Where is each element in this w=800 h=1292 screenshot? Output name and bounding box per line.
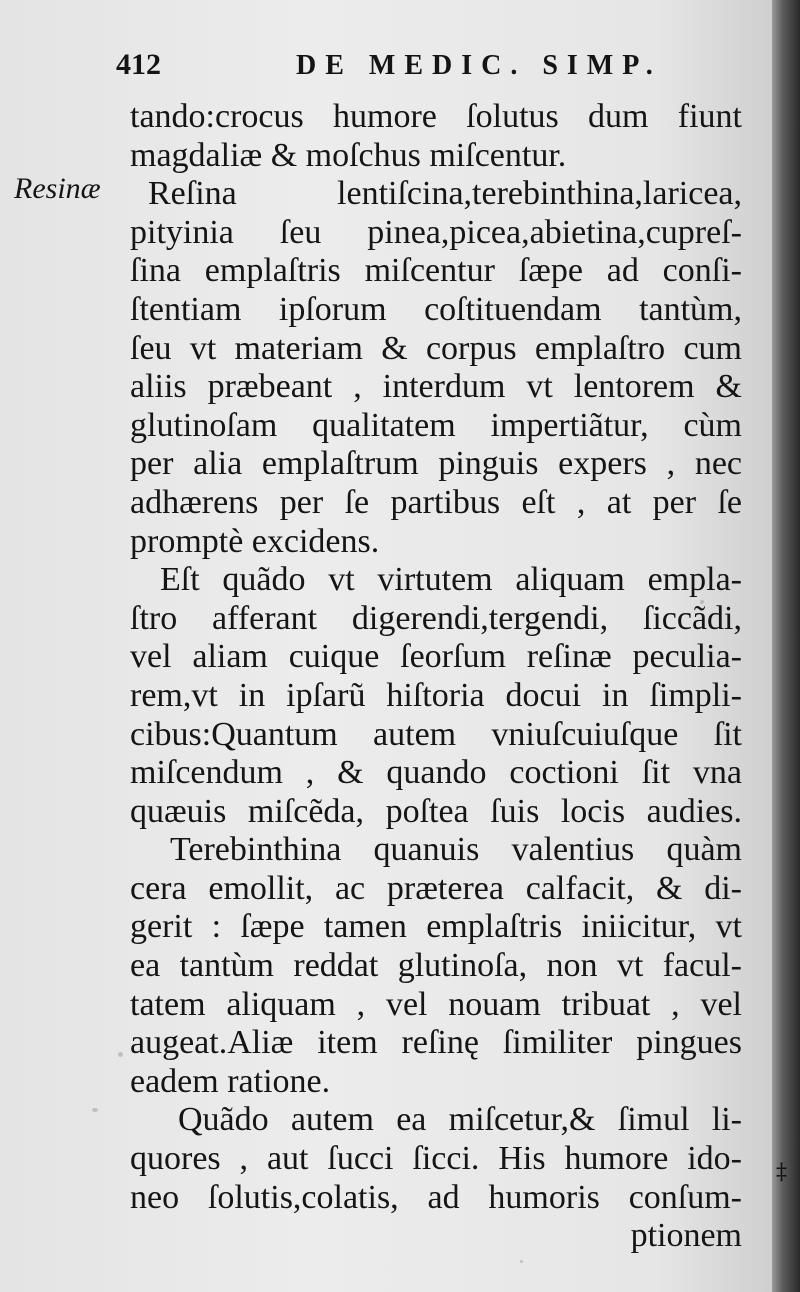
text-line: ſina emplaſtris miſcentur ſæpe ad conſi- — [130, 252, 742, 290]
text-line: cera emollit, ac præterea calfacit, & di- — [130, 869, 742, 907]
text-line: Quãdo autem ea miſcetur,& ſimul li- — [178, 1101, 742, 1139]
text-line: aliis præbeant , interdum vt lentorem & — [130, 368, 742, 406]
text-line: Terebinthina quanuis valentius quàm — [170, 831, 742, 869]
text-line: ſtro afferant digerendi,tergendi, ſiccãdi, — [130, 599, 742, 637]
text-line: eadem ratione. — [130, 1062, 331, 1100]
ink-speck — [92, 1108, 98, 1112]
text-line: ea tantùm reddat glutinoſa, non vt facul- — [130, 947, 742, 985]
margin-note-resinae: Resinæ — [14, 172, 101, 205]
ink-speck — [118, 1052, 123, 1057]
body-text — [130, 98, 742, 1256]
text-line: gerit : ſæpe tamen emplaſtris iniicitur, vt — [130, 908, 742, 946]
text-line: ſeu vt materiam & corpus emplaſtro cum — [130, 329, 742, 367]
text-line: vel aliam cuique ſeorſum reſinæ peculia- — [130, 638, 742, 676]
text-line: miſcendum , & quando coctioni ſit vna — [130, 754, 742, 792]
text-line: neo ſolutis,colatis, ad humoris conſum- — [130, 1178, 742, 1216]
ink-speck — [520, 1260, 523, 1263]
text-line: tatem aliquam , vel nouam tribuat , vel — [130, 985, 742, 1023]
text-line: promptè excidens. — [130, 522, 380, 560]
text-line: quores , aut ſucci ſicci. His humore ido- — [130, 1140, 742, 1178]
text-line: tando:crocus humore ſolutus dum fiunt — [130, 98, 742, 135]
catchword: ptionem — [630, 1217, 742, 1255]
gutter-mark: ‡ — [776, 1160, 787, 1185]
text-line: Reſina lentiſcina,terebinthina,laricea, — [148, 175, 742, 213]
page-number: 412 — [116, 48, 161, 81]
text-line: quæuis miſcẽda, poſtea ſuis locis audies. — [130, 792, 742, 830]
text-line: glutinoſam qualitatem impertiãtur, cùm — [130, 406, 742, 444]
ink-speck — [700, 600, 704, 604]
book-gutter — [772, 0, 800, 1292]
text-line: magdaliæ & moſchus miſcentur. — [130, 136, 567, 174]
text-line: per alia emplaſtrum pinguis expers , nec — [130, 445, 742, 483]
text-line: augeat.Aliæ item reſinę ſimiliter pingues — [130, 1024, 742, 1062]
page-header — [116, 48, 736, 88]
text-line: rem,vt in ipſarũ hiſtoria docui in ſimpli- — [130, 676, 742, 714]
text-line: adhærens per ſe partibus eſt , at per ſe — [130, 483, 742, 521]
text-line: pityinia ſeu pinea,picea,abietina,cupreſ- — [130, 213, 742, 251]
text-line: ſtentiam ipſorum coſtituendam tantùm, — [130, 290, 742, 328]
text-line: Eſt quãdo vt virtutem aliquam empla- — [160, 561, 742, 599]
running-title: DE MEDIC. SIMP. — [296, 50, 662, 81]
text-line: cibus:Quantum autem vniuſcuiuſque ſit — [130, 715, 742, 753]
